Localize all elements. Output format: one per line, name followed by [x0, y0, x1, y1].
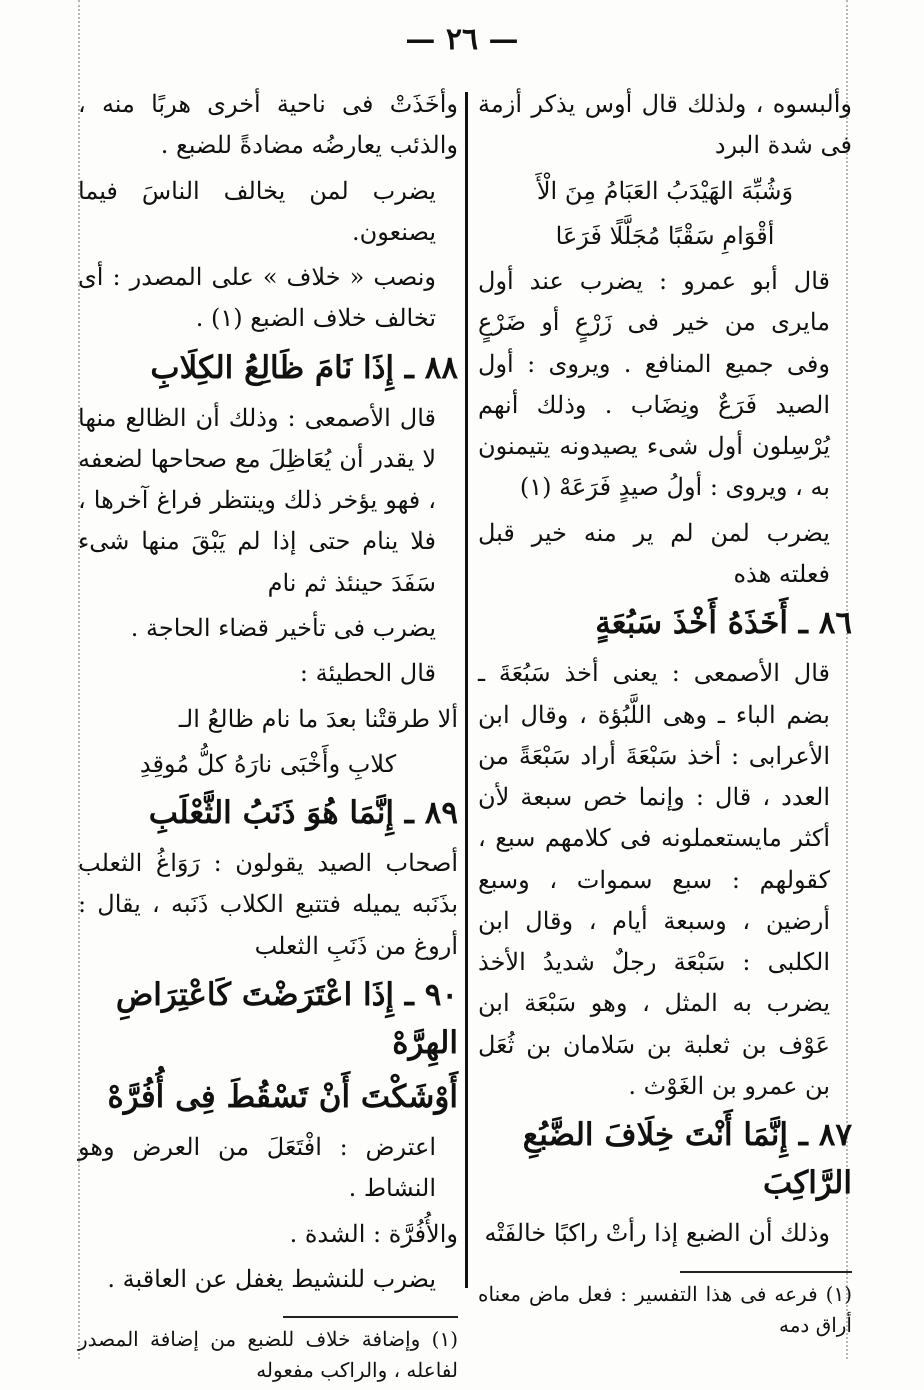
page-number: — ٢٦ — [405, 22, 519, 57]
footnote-divider [283, 1316, 458, 1318]
proverb-heading: ٨٦ ـ أَخَذَهُ أَخْذَ سَبُعَةٍ [595, 605, 852, 642]
paragraph: قال الأصمعى : يعنى أخذ سَبُعَةَ ـ بضم الباء ـ وهى اللَّبُؤة ، وقال ابن الأعرابى : أخذ سَبْعَةَ أراد سَبْعَةً من العدد ، قال : وإنما خص سبعة لأن أكثر مايستعملونه فى كلامهم سبع ، كقولهم : سبع سموات ، وسبع أرضين ، وسبعة أيام ، وقال ابن الكلبى : سَبْعَة رجلٌ شديدُ الأخذ يضرب به المثل ، وهو سَبْعَة ابن عَوْف بن ثعلبة بن سَلامان بن ثُعَل بن عمرو بن الغَوْث . [478, 659, 830, 1100]
paragraph: يضرب لمن يخالف الناسَ فيما يصنعون. [78, 176, 436, 246]
paragraph: يضرب للنشيط يغفل عن العاقبة . [107, 1264, 436, 1293]
paragraph: قال الأصمعى : وذلك أن الظالع منها لا يقدر أن يُعَاظِلَ مع صحاحها لضعفه ، فهو يؤخر ذلك وينتظر فراغ آخرها ، فلا ينام حتى إذا لم يَبْقَ منها شىء سَفَدَ حينئذ ثم نام [78, 403, 436, 597]
paragraph: وأخَذَتْ فى ناحية أخرى هربًا منه ، والذئب يعارضُه مضادةً للضبع . [78, 90, 458, 160]
paragraph: قال الحطيئة : [299, 659, 436, 688]
left-column [78, 84, 458, 1390]
proverb-heading: ٨٨ ـ إِذَا نَامَ ظَالِعُ الكِلَابِ [150, 349, 458, 386]
proverb-heading: ٨٧ ـ إِنَّمَا أَنْتَ خِلَافَ الضَّبُعِ الرَّاكِبَ [522, 1117, 852, 1202]
proverb-heading: ٩٠ ـ إِذَا اعْتَرَضْتَ كَاعْتِرَاضِ الهِرَّهْ [115, 976, 458, 1061]
verse-line: وَشُبِّهَ الهَيْدَبُ العَبَامُ مِنَ الْأَ [536, 176, 794, 205]
verse-line: كلابِ وأَخْبَى نارَهُ كلُّ مُوقِدِ [139, 749, 397, 778]
footnote: (١) وإضافة خلاف للضبع من إضافة المصدر لفاعله ، والراكب مفعوله [78, 1327, 458, 1383]
proverb-heading: أَوْشَكْتَ أَنْ تَسْقُطَ فِى أُفُرَّهْ [107, 1078, 458, 1115]
paragraph: يضرب لمن لم ير منه خير قبل فعلته هذه [478, 518, 830, 588]
footnote-divider [680, 1271, 852, 1273]
paragraph: يضرب فى تأخير قضاء الحاجة . [130, 613, 436, 642]
verse-line: ألا طرقتْنا بعدَ ما نام ظالعُ الـ [178, 704, 458, 733]
footnote: (١) فرعه فى هذا التفسير : فعل ماض معناه أراق دمه [478, 1281, 852, 1337]
paragraph: قال أبو عمرو : يضرب عند أول مايرى من خير فى زَرْعٍ أو ضَرْعٍ وفى جميع المنافع . ويروى : أول الصيد فَرَعٌ ونِضَاب . وذلك أنهم يُرْسِلون أول شىء يصيدونه يتيمنون به ، ويروى : أولُ صيدٍ فَرَعَهْ (١) [478, 267, 830, 502]
paragraph: اعترض : افْتَعَلَ من العرض وهو النشاط . [78, 1133, 436, 1203]
column-divider [465, 92, 468, 1288]
paragraph: وذلك أن الضبع إذا رأتْ راكبًا خالفَتْه [484, 1219, 830, 1248]
paragraph: وألبسوه ، ولذلك قال أوس يذكر أزمة فى شدة البرد [478, 90, 852, 160]
paragraph: أصحاب الصيد يقولون : رَوَاغُ الثعلب بذَنَبه يميله فتتبع الكلاب ذَنَبه ، يقال : أروغ من ذَنَبِ الثعلب [78, 849, 458, 960]
proverb-heading: ٨٩ ـ إِنَّمَا هُوَ ذَنَبُ الثَّعْلَبِ [148, 795, 458, 832]
right-column [478, 84, 852, 1345]
verse-line: أقْوَامِ سَقْبًا مُجَلَّلًا فَرَعَا [555, 221, 775, 250]
paragraph: والأُفُرَّة : الشدة . [289, 1219, 458, 1248]
paragraph: ونصب « خلاف » على المصدر : أى تخالف خلاف الضبع (١) . [78, 263, 436, 333]
